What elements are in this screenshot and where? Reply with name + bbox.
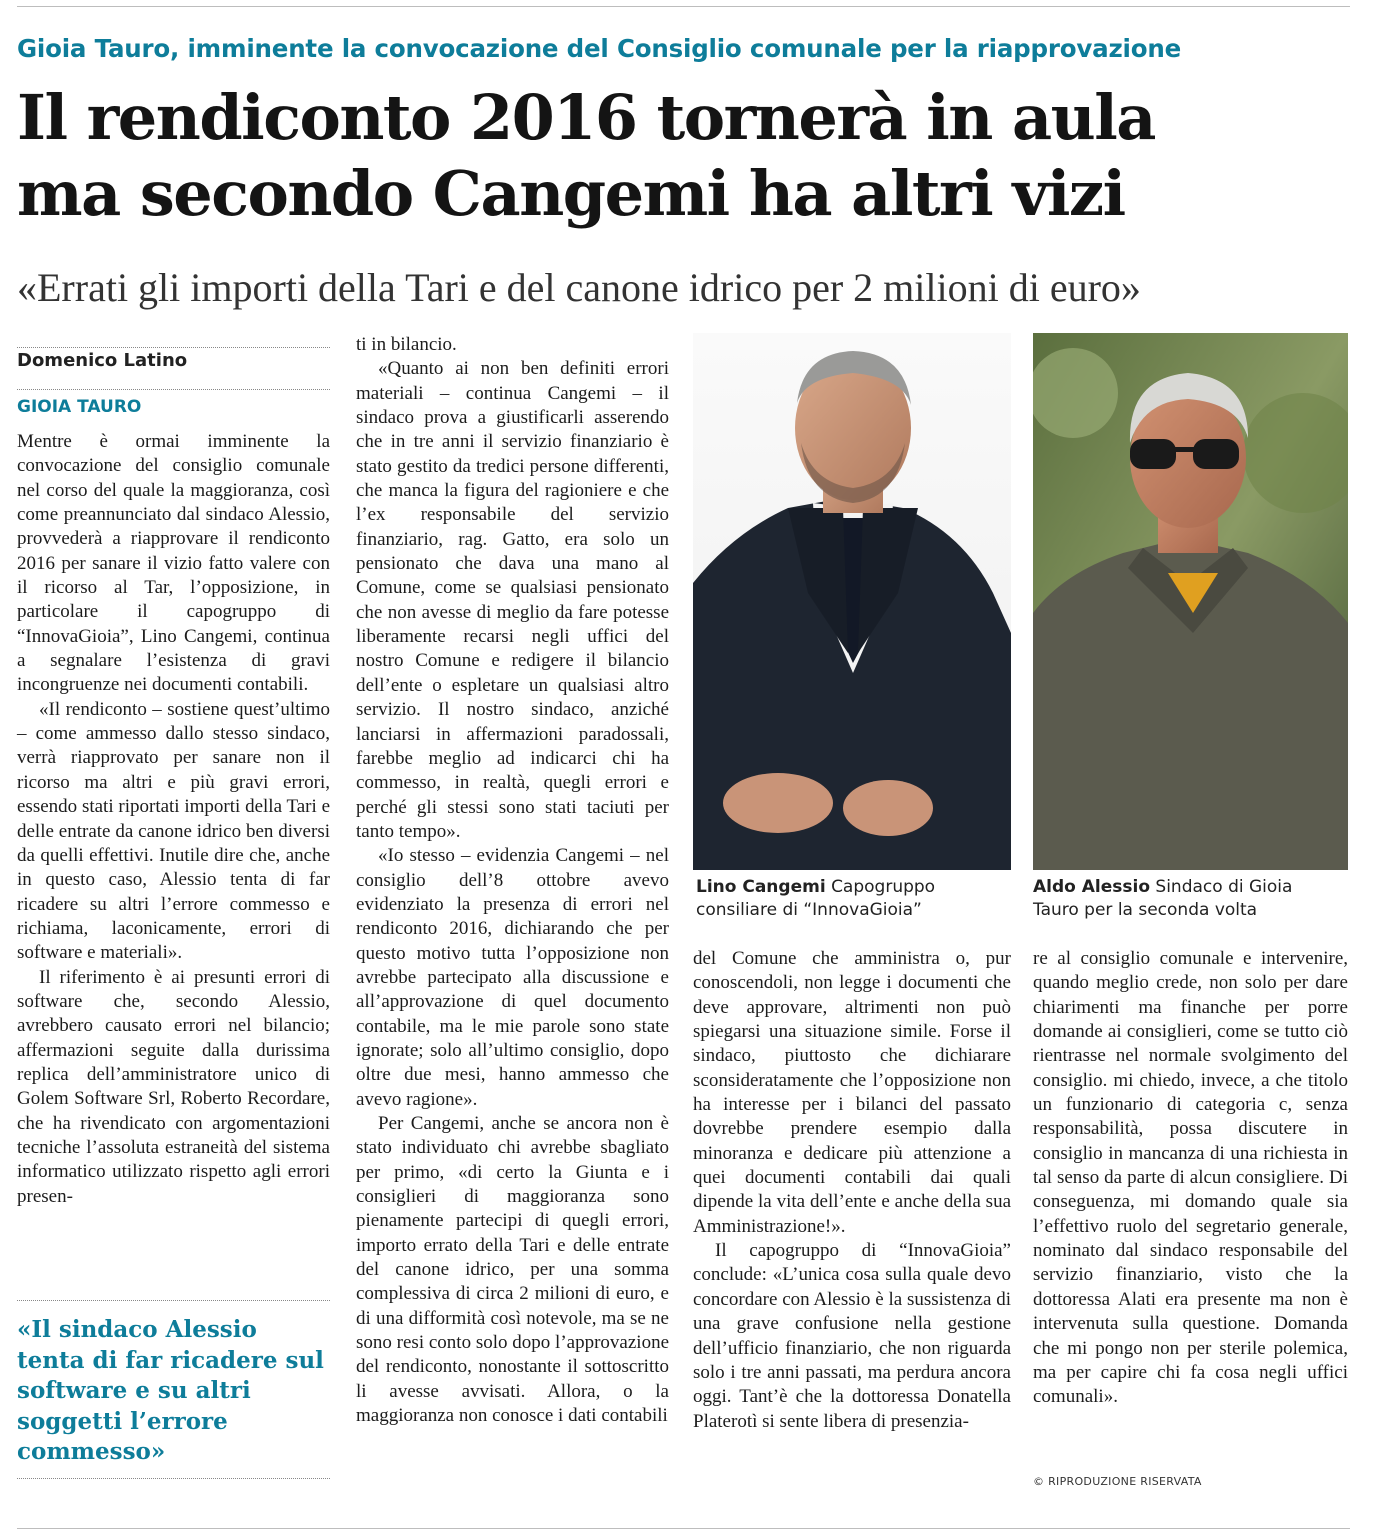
- paragraph: Per Cangemi, anche se ancora non è stato individuato chi avrebbe sbagliato per primo, «di certo la Giunta e i consiglieri di maggioranza sono pienamente partecipi di quegli errori, importo errato della Tari e delle entrate del canone idrico, per una somma complessiva di circa 2 milioni di euro, e di una difformità così notevole, ma se ne sono resi conto solo dopo l’approvazione del rendiconto, nonostante il sottoscritto li avesse avvisati. Allora, o la maggioranza non conosce i dati contabili: [356, 1113, 669, 1427]
- photo-aldo-alessio: [1033, 333, 1348, 870]
- headline-line-1: Il rendiconto 2016 tornerà in aula: [17, 81, 1155, 154]
- dateline: GIOIA TAURO: [17, 397, 142, 417]
- paragraph: Il capogruppo di “InnovaGioia” conclude: «L’unica cosa sulla quale devo concordare con Alessio è la sussistenza di una grave confusione nella gestione dell’ufficio finanziario, che non riguarda solo i tre anni passati, ma perdura ancora oggi. Tant’è che la dottoressa Donatella Platerotì si sente libera di presenzia-: [693, 1240, 1011, 1432]
- article-column-2: [356, 333, 669, 1428]
- pullquote-rule-bottom: [17, 1478, 330, 1479]
- bottom-rule: [17, 1528, 1350, 1529]
- paragraph: ti in bilancio.: [356, 334, 457, 355]
- headline-line-2: ma secondo Cangemi ha altri vizi: [17, 157, 1125, 230]
- article-subhead: «Errati gli importi della Tari e del canone idrico per 2 milioni di euro»: [17, 265, 1141, 310]
- paragraph: Il riferimento è ai presunti errori di software che, secondo Alessio, avrebbero causato errori nel bilancio; affermazioni seguite dalla durissima replica dell’amministratore unico di Golem Software Srl, Roberto Recordare, che ha rivendicato con argomentazioni tecniche l’assoluta estraneità del sistema informatico utilizzato rispetto agli errori presen-: [17, 966, 330, 1207]
- caption-text: Capogruppo consiliare di “InnovaGioia”: [696, 877, 936, 920]
- caption-text: Sindaco di Gioia Tauro per la seconda volta: [1033, 877, 1293, 920]
- article-headline: [17, 80, 1362, 232]
- paragraph: Mentre è ormai imminente la convocazione del consiglio comunale nel corso del quale la maggioranza, così come preannunciato dal sindaco Alessio, provvederà a riapprovare il rendiconto 2016 per sanare il vizio fatto valere con il ricorso al Tar, l’opposizione, in particolare il capogruppo di “InnovaGioia”, Lino Cangemi, continua a segnalare l’esistenza di gravi incongruenze nei documenti contabili.: [17, 431, 330, 696]
- article-column-4: [1033, 947, 1348, 1410]
- article-column-1: [17, 430, 330, 1209]
- caption-aldo-alessio: [1033, 876, 1333, 922]
- caption-name: Lino Cangemi: [696, 877, 826, 897]
- paragraph: «Io stesso – evidenzia Cangemi – nel consiglio dell’8 ottobre avevo evidenziato la presenza di errori nel rendiconto 2016, dichiarando che per questo motivo tutta l’opposizione non avrebbe partecipato alla discussione e all’approvazione di quel documento contabile, ma le mie parole sono state ignorate; solo all’ultimo consiglio, dopo oltre due mesi, hanno ammesso che avevo ragione».: [356, 845, 669, 1110]
- paragraph: re al consiglio comunale e intervenire, quando meglio crede, non solo per dare chiarimenti ma finanche per porre domande ai consiglieri, come se tutto ciò rientrasse nel normale svolgimento del consiglio. mi chiedo, invece, a che titolo un funzionario di categoria c, senza responsabilità, possa discutere in consiglio in mancanza di una richiesta in tal senso da parte di alcun consigliere. Di conseguenza, mi domando quale sia l’effettivo ruolo del segretario generale, nominato dal sindaco responsabile del servizio finanziario, visto che la dottoressa Alati era presente ma non è intervenuta sulla questione. Domanda che mi pongo non per sterile polemica, ma per capire chi fa cosa negli uffici comunali».: [1033, 948, 1348, 1408]
- pull-quote: «Il sindaco Alessio tenta di far ricadere sul software e su altri soggetti l’errore commesso»: [17, 1316, 324, 1466]
- article-kicker: Gioia Tauro, imminente la convocazione del Consiglio comunale per la riapprovazione: [17, 34, 1182, 63]
- paragraph: del Comune che amministra o, pur conoscendoli, non legge i documenti che deve approvare, altrimenti non può spiegarsi una situazione simile. Forse il sindaco, piuttosto che dichiarare sconsideratamente che l’opposizione non ha interesse per i bilanci del passato dovrebbe prendere esempio dalla minoranza e dedicare più attenzione a quei documenti contabili dai quali dipende la vita dell’ente e anche della sua Amministrazione!».: [693, 948, 1011, 1237]
- copyright-notice: © RIPRODUZIONE RISERVATA: [1033, 1475, 1202, 1488]
- caption-name: Aldo Alessio: [1033, 877, 1151, 897]
- dateline-rule: [17, 389, 330, 390]
- portrait-illustration: [693, 333, 1011, 870]
- article-column-3: [693, 947, 1011, 1434]
- caption-lino-cangemi: [696, 876, 1011, 922]
- paragraph: «Quanto ai non ben definiti errori materiali – continua Cangemi – il sindaco prova a giustificarli asserendo che in tre anni il servizio finanziario è stato gestito da tredici persone differenti, che manca la figura del ragioniere e che l’ex responsabile del servizio finanziario, rag. Gatto, era solo un pensionato che dava una mano al Comune, come se qualsiasi pensionato che non avesse di meglio da fare potesse liberamente recarsi negli uffici del nostro Comune e redigere il bilancio dell’ente o espletare un qualsiasi altro servizio. Il nostro sindaco, anziché lanciarsi in affermazioni paradossali, farebbe meglio ad indicarci chi ha commesso, in realtà, quegli errori e perché gli stessi sono stati taciuti per tanto tempo».: [356, 358, 669, 842]
- pullquote-rule: [17, 1300, 330, 1301]
- author-byline: Domenico Latino: [17, 347, 330, 371]
- top-rule: [17, 6, 1350, 7]
- portrait-illustration: [1033, 333, 1348, 870]
- paragraph: «Il rendiconto – sostiene quest’ultimo – come ammesso dallo stesso sindaco, verrà riapprovato per sanare non il ricorso ma altri e più gravi errori, essendo stati riportati importi della Tari e delle entrate da canone idrico ben diversi da quelli effettivi. Inutile dire che, anche in questo caso, Alessio tenta di far ricadere su altri l’errore commesso e richiama, laconicamente, errori di software e materiali».: [17, 698, 330, 964]
- photo-lino-cangemi: [693, 333, 1011, 870]
